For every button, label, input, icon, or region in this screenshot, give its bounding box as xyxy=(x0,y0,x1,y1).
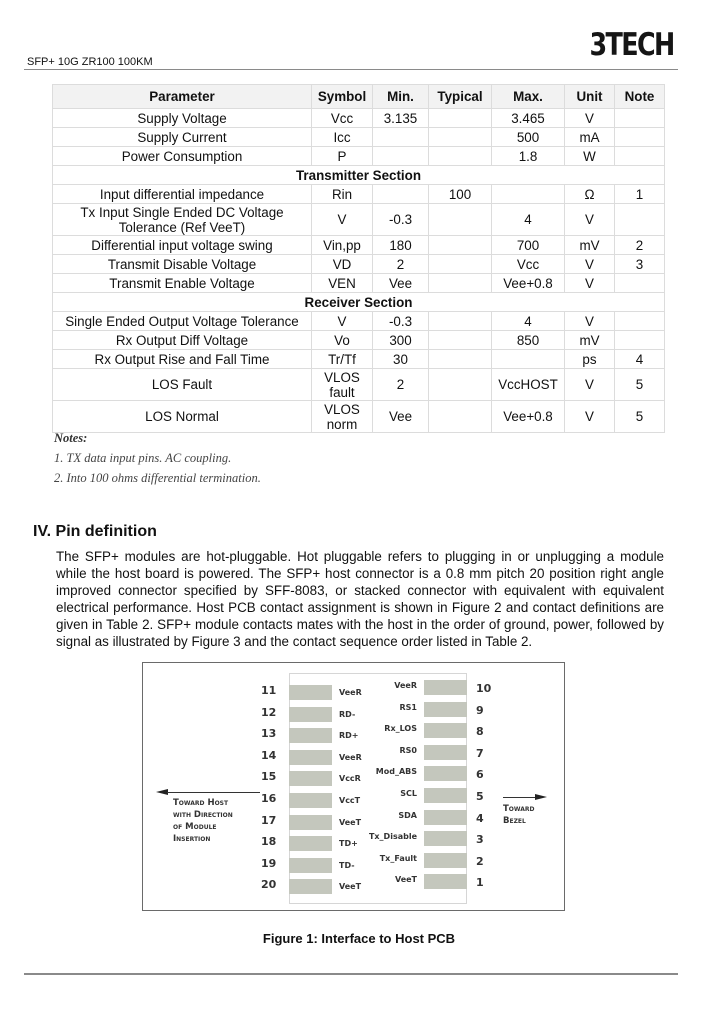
pin-pad xyxy=(424,680,467,695)
note-item: 1. TX data input pins. AC coupling. xyxy=(54,451,232,465)
section-heading: IV. Pin definition xyxy=(33,523,157,540)
cell-min xyxy=(373,128,429,147)
cell-parameter: Supply Current xyxy=(53,128,312,147)
cell-max xyxy=(492,185,565,204)
cell-parameter: Differential input voltage swing xyxy=(53,236,312,255)
cell-symbol xyxy=(312,369,373,401)
cell-parameter: Single Ended Output Voltage Tolerance xyxy=(53,312,312,331)
header-divider xyxy=(24,69,678,70)
label-line: of Module xyxy=(173,822,217,832)
cell-typical: 100 xyxy=(429,185,492,204)
column-header: Note xyxy=(615,85,665,109)
column-header: Typical xyxy=(429,85,492,109)
cell-min: 30 xyxy=(373,350,429,369)
toward-bezel-label xyxy=(503,803,535,827)
cell-symbol: Vin,pp xyxy=(312,236,373,255)
cell-note: 2 xyxy=(615,236,665,255)
pin-label: TD+ xyxy=(339,839,358,849)
cell-typical xyxy=(429,204,492,236)
label-line: Bezel xyxy=(503,816,526,826)
table-row xyxy=(53,147,665,166)
cell-min xyxy=(373,185,429,204)
cell-max: Vcc xyxy=(492,255,565,274)
cell-note xyxy=(615,274,665,293)
cell-min: 3.135 xyxy=(373,109,429,128)
cell-typical xyxy=(429,369,492,401)
label-line: Toward Host xyxy=(173,798,229,808)
figure-caption: Figure 1: Interface to Host PCB xyxy=(262,931,456,946)
cell-symbol: V xyxy=(312,312,373,331)
pin-diagram-figure xyxy=(142,662,565,911)
toward-host-label xyxy=(173,797,233,845)
note-item: 2. Into 100 ohms differential termination. xyxy=(54,471,261,485)
cell-unit: W xyxy=(565,147,615,166)
cell-symbol: Rin xyxy=(312,185,373,204)
cell-unit: V xyxy=(565,204,615,236)
cell-min: 300 xyxy=(373,331,429,350)
pin-number: 12 xyxy=(261,705,277,719)
cell-min: Vee xyxy=(373,274,429,293)
pin-pad xyxy=(424,853,467,868)
cell-note: 5 xyxy=(615,369,665,401)
cell-text: norm xyxy=(326,416,358,432)
table-row xyxy=(53,255,665,274)
receiver-section-heading: Receiver Section xyxy=(53,293,665,312)
cell-unit: V xyxy=(565,401,615,433)
arrow-line xyxy=(503,797,537,798)
cell-symbol xyxy=(312,401,373,433)
cell-parameter: LOS Fault xyxy=(53,369,312,401)
table-row xyxy=(53,331,665,350)
pin-pad xyxy=(289,707,332,722)
pin-label: Rx_LOS xyxy=(384,724,417,734)
table-row xyxy=(53,401,665,433)
label-line: with Direction xyxy=(173,810,233,820)
pin-number: 9 xyxy=(476,703,484,717)
table-row xyxy=(53,185,665,204)
pin-pad xyxy=(424,702,467,717)
pin-label: VeeT xyxy=(339,882,362,892)
cell-max xyxy=(492,350,565,369)
column-header: Parameter xyxy=(53,85,312,109)
cell-text: Tx Input Single Ended DC Voltage xyxy=(80,204,284,220)
cell-parameter: Power Consumption xyxy=(53,147,312,166)
cell-typical xyxy=(429,312,492,331)
pin-label: Tx_Fault xyxy=(379,853,417,863)
cell-typical xyxy=(429,236,492,255)
pin-pad xyxy=(289,858,332,873)
cell-note: 5 xyxy=(615,401,665,433)
pin-number: 15 xyxy=(261,770,277,784)
cell-note xyxy=(615,312,665,331)
cell-text: VLOS xyxy=(324,401,360,417)
pin-number: 13 xyxy=(261,727,277,741)
cell-min: Vee xyxy=(373,401,429,433)
pin-pad xyxy=(289,879,332,894)
cell-max: 4 xyxy=(492,204,565,236)
cell-max: 500 xyxy=(492,128,565,147)
cell-max: VccHOST xyxy=(492,369,565,401)
cell-unit: mA xyxy=(565,128,615,147)
footer-divider xyxy=(24,973,678,975)
cell-unit: V xyxy=(565,312,615,331)
cell-parameter: Input differential impedance xyxy=(53,185,312,204)
pin-pad xyxy=(424,831,467,846)
cell-note xyxy=(615,204,665,236)
section-row xyxy=(53,293,665,312)
arrow-right-icon xyxy=(535,794,547,800)
pin-pad xyxy=(289,750,332,765)
cell-typical xyxy=(429,255,492,274)
pin-number: 20 xyxy=(261,878,277,892)
pin-number: 2 xyxy=(476,854,484,868)
cell-min xyxy=(373,147,429,166)
cell-unit: mV xyxy=(565,236,615,255)
pin-number: 17 xyxy=(261,813,277,827)
cell-note: 1 xyxy=(615,185,665,204)
cell-parameter: LOS Normal xyxy=(53,401,312,433)
pin-pad xyxy=(289,771,332,786)
pin-label: RS0 xyxy=(399,745,417,755)
pin-number: 19 xyxy=(261,856,277,870)
pin-pad xyxy=(424,723,467,738)
cell-symbol: V xyxy=(312,204,373,236)
pin-number: 11 xyxy=(261,684,277,697)
cell-parameter: Supply Voltage xyxy=(53,109,312,128)
cell-max: 700 xyxy=(492,236,565,255)
cell-max: 1.8 xyxy=(492,147,565,166)
pin-label: VeeR xyxy=(394,681,417,690)
cell-unit: V xyxy=(565,255,615,274)
pin-label: VccT xyxy=(339,796,361,805)
table-row xyxy=(53,204,665,236)
pin-number: 1 xyxy=(476,876,484,890)
pin-number: 18 xyxy=(261,835,277,849)
column-header: Max. xyxy=(492,85,565,109)
pin-pad xyxy=(289,793,332,808)
pin-number: 10 xyxy=(476,682,492,695)
cell-note xyxy=(615,128,665,147)
cell-unit: V xyxy=(565,274,615,293)
cell-typical xyxy=(429,401,492,433)
pin-label: Mod_ABS xyxy=(375,767,417,777)
pin-label: TD- xyxy=(339,860,355,870)
cell-note xyxy=(615,331,665,350)
cell-parameter xyxy=(53,204,312,236)
pin-label: RD- xyxy=(339,709,356,719)
pin-label: SDA xyxy=(398,810,417,820)
cell-unit: mV xyxy=(565,331,615,350)
arrow-line xyxy=(167,792,260,793)
cell-typical xyxy=(429,109,492,128)
pin-pad xyxy=(424,766,467,781)
pin-pad xyxy=(424,810,467,825)
brand-logo: 3TECH xyxy=(589,27,674,63)
pin-label: SCL xyxy=(400,789,417,798)
pin-label: VccR xyxy=(339,774,361,784)
cell-min: -0.3 xyxy=(373,204,429,236)
document-title: SFP+ 10G ZR100 100KM xyxy=(27,56,153,68)
column-header: Min. xyxy=(373,85,429,109)
pin-pad xyxy=(289,815,332,830)
label-line: Insertion xyxy=(173,834,211,844)
table-row xyxy=(53,312,665,331)
pin-label: RD+ xyxy=(339,731,359,741)
cell-symbol: P xyxy=(312,147,373,166)
pin-label: RS1 xyxy=(399,702,417,712)
cell-min: 2 xyxy=(373,369,429,401)
cell-note: 4 xyxy=(615,350,665,369)
cell-max: Vee+0.8 xyxy=(492,401,565,433)
cell-note xyxy=(615,109,665,128)
cell-max: 3.465 xyxy=(492,109,565,128)
pin-number: 3 xyxy=(476,833,484,847)
cell-unit: Ω xyxy=(565,185,615,204)
table-row xyxy=(53,109,665,128)
section-paragraph: The SFP+ modules are hot-pluggable. Hot pluggable refers to plugging in or unplugging a module while the host board is powered. The SFP+ host connector is a 0.8 mm pitch 20 position right angle improved connector specified by SFF-8083, or stacked connector with equivalent with equivalent electrical performance. Host PCB contact assignment is shown in Figure 2 and contact definitions are given in Table 2. SFP+ module contacts mates with the host in the order of ground, power, followed by signal as illustrated by Figure 3 and the contact sequence order listed in Table 2. xyxy=(56,549,664,649)
cell-parameter: Transmit Enable Voltage xyxy=(53,274,312,293)
cell-symbol: Icc xyxy=(312,128,373,147)
cell-symbol: Tr/Tf xyxy=(312,350,373,369)
cell-min: 180 xyxy=(373,236,429,255)
pin-number: 5 xyxy=(476,790,484,803)
table-header-row xyxy=(53,85,665,109)
pin-label: VeeT xyxy=(394,875,417,885)
pin-number: 16 xyxy=(261,792,277,805)
cell-text: VLOS xyxy=(324,369,360,385)
pin-label: VeeR xyxy=(339,688,362,697)
label-line: Toward xyxy=(503,804,535,814)
cell-unit: ps xyxy=(565,350,615,369)
cell-max: 850 xyxy=(492,331,565,350)
table-row xyxy=(53,274,665,293)
cell-parameter: Rx Output Rise and Fall Time xyxy=(53,350,312,369)
pin-number: 14 xyxy=(261,748,277,762)
cell-text: fault xyxy=(329,384,355,400)
notes-title: Notes: xyxy=(54,431,88,445)
pin-label: VeeT xyxy=(339,817,362,827)
table-row xyxy=(53,128,665,147)
table-row xyxy=(53,350,665,369)
cell-note: 3 xyxy=(615,255,665,274)
pin-number: 6 xyxy=(476,768,484,782)
pin-pad xyxy=(424,788,467,803)
pin-pad xyxy=(289,685,332,700)
pin-label: Tx_Disable xyxy=(368,832,417,842)
table-row xyxy=(53,369,665,401)
pin-pad xyxy=(289,836,332,851)
cell-note xyxy=(615,147,665,166)
cell-symbol: Vcc xyxy=(312,109,373,128)
column-header: Symbol xyxy=(312,85,373,109)
pin-pad xyxy=(424,874,467,889)
cell-max: Vee+0.8 xyxy=(492,274,565,293)
cell-symbol: Vo xyxy=(312,331,373,350)
table-row xyxy=(53,236,665,255)
cell-unit: V xyxy=(565,369,615,401)
cell-typical xyxy=(429,147,492,166)
pin-number: 4 xyxy=(476,811,484,825)
pin-pad xyxy=(289,728,332,743)
section-row xyxy=(53,166,665,185)
cell-symbol: VEN xyxy=(312,274,373,293)
cell-typical xyxy=(429,350,492,369)
pin-number: 7 xyxy=(476,746,484,760)
table-notes xyxy=(54,431,261,491)
cell-typical xyxy=(429,128,492,147)
cell-min: -0.3 xyxy=(373,312,429,331)
pin-pad xyxy=(424,745,467,760)
cell-parameter: Transmit Disable Voltage xyxy=(53,255,312,274)
cell-typical xyxy=(429,274,492,293)
cell-min: 2 xyxy=(373,255,429,274)
transmitter-section-heading: Transmitter Section xyxy=(53,166,665,185)
cell-parameter: Rx Output Diff Voltage xyxy=(53,331,312,350)
cell-typical xyxy=(429,331,492,350)
cell-text: Tolerance (Ref VeeT) xyxy=(118,219,246,235)
electrical-spec-table xyxy=(52,84,665,433)
pin-number: 8 xyxy=(476,725,484,739)
cell-unit: V xyxy=(565,109,615,128)
cell-symbol: VD xyxy=(312,255,373,274)
column-header: Unit xyxy=(565,85,615,109)
cell-max: 4 xyxy=(492,312,565,331)
pin-label: VeeR xyxy=(339,752,362,762)
